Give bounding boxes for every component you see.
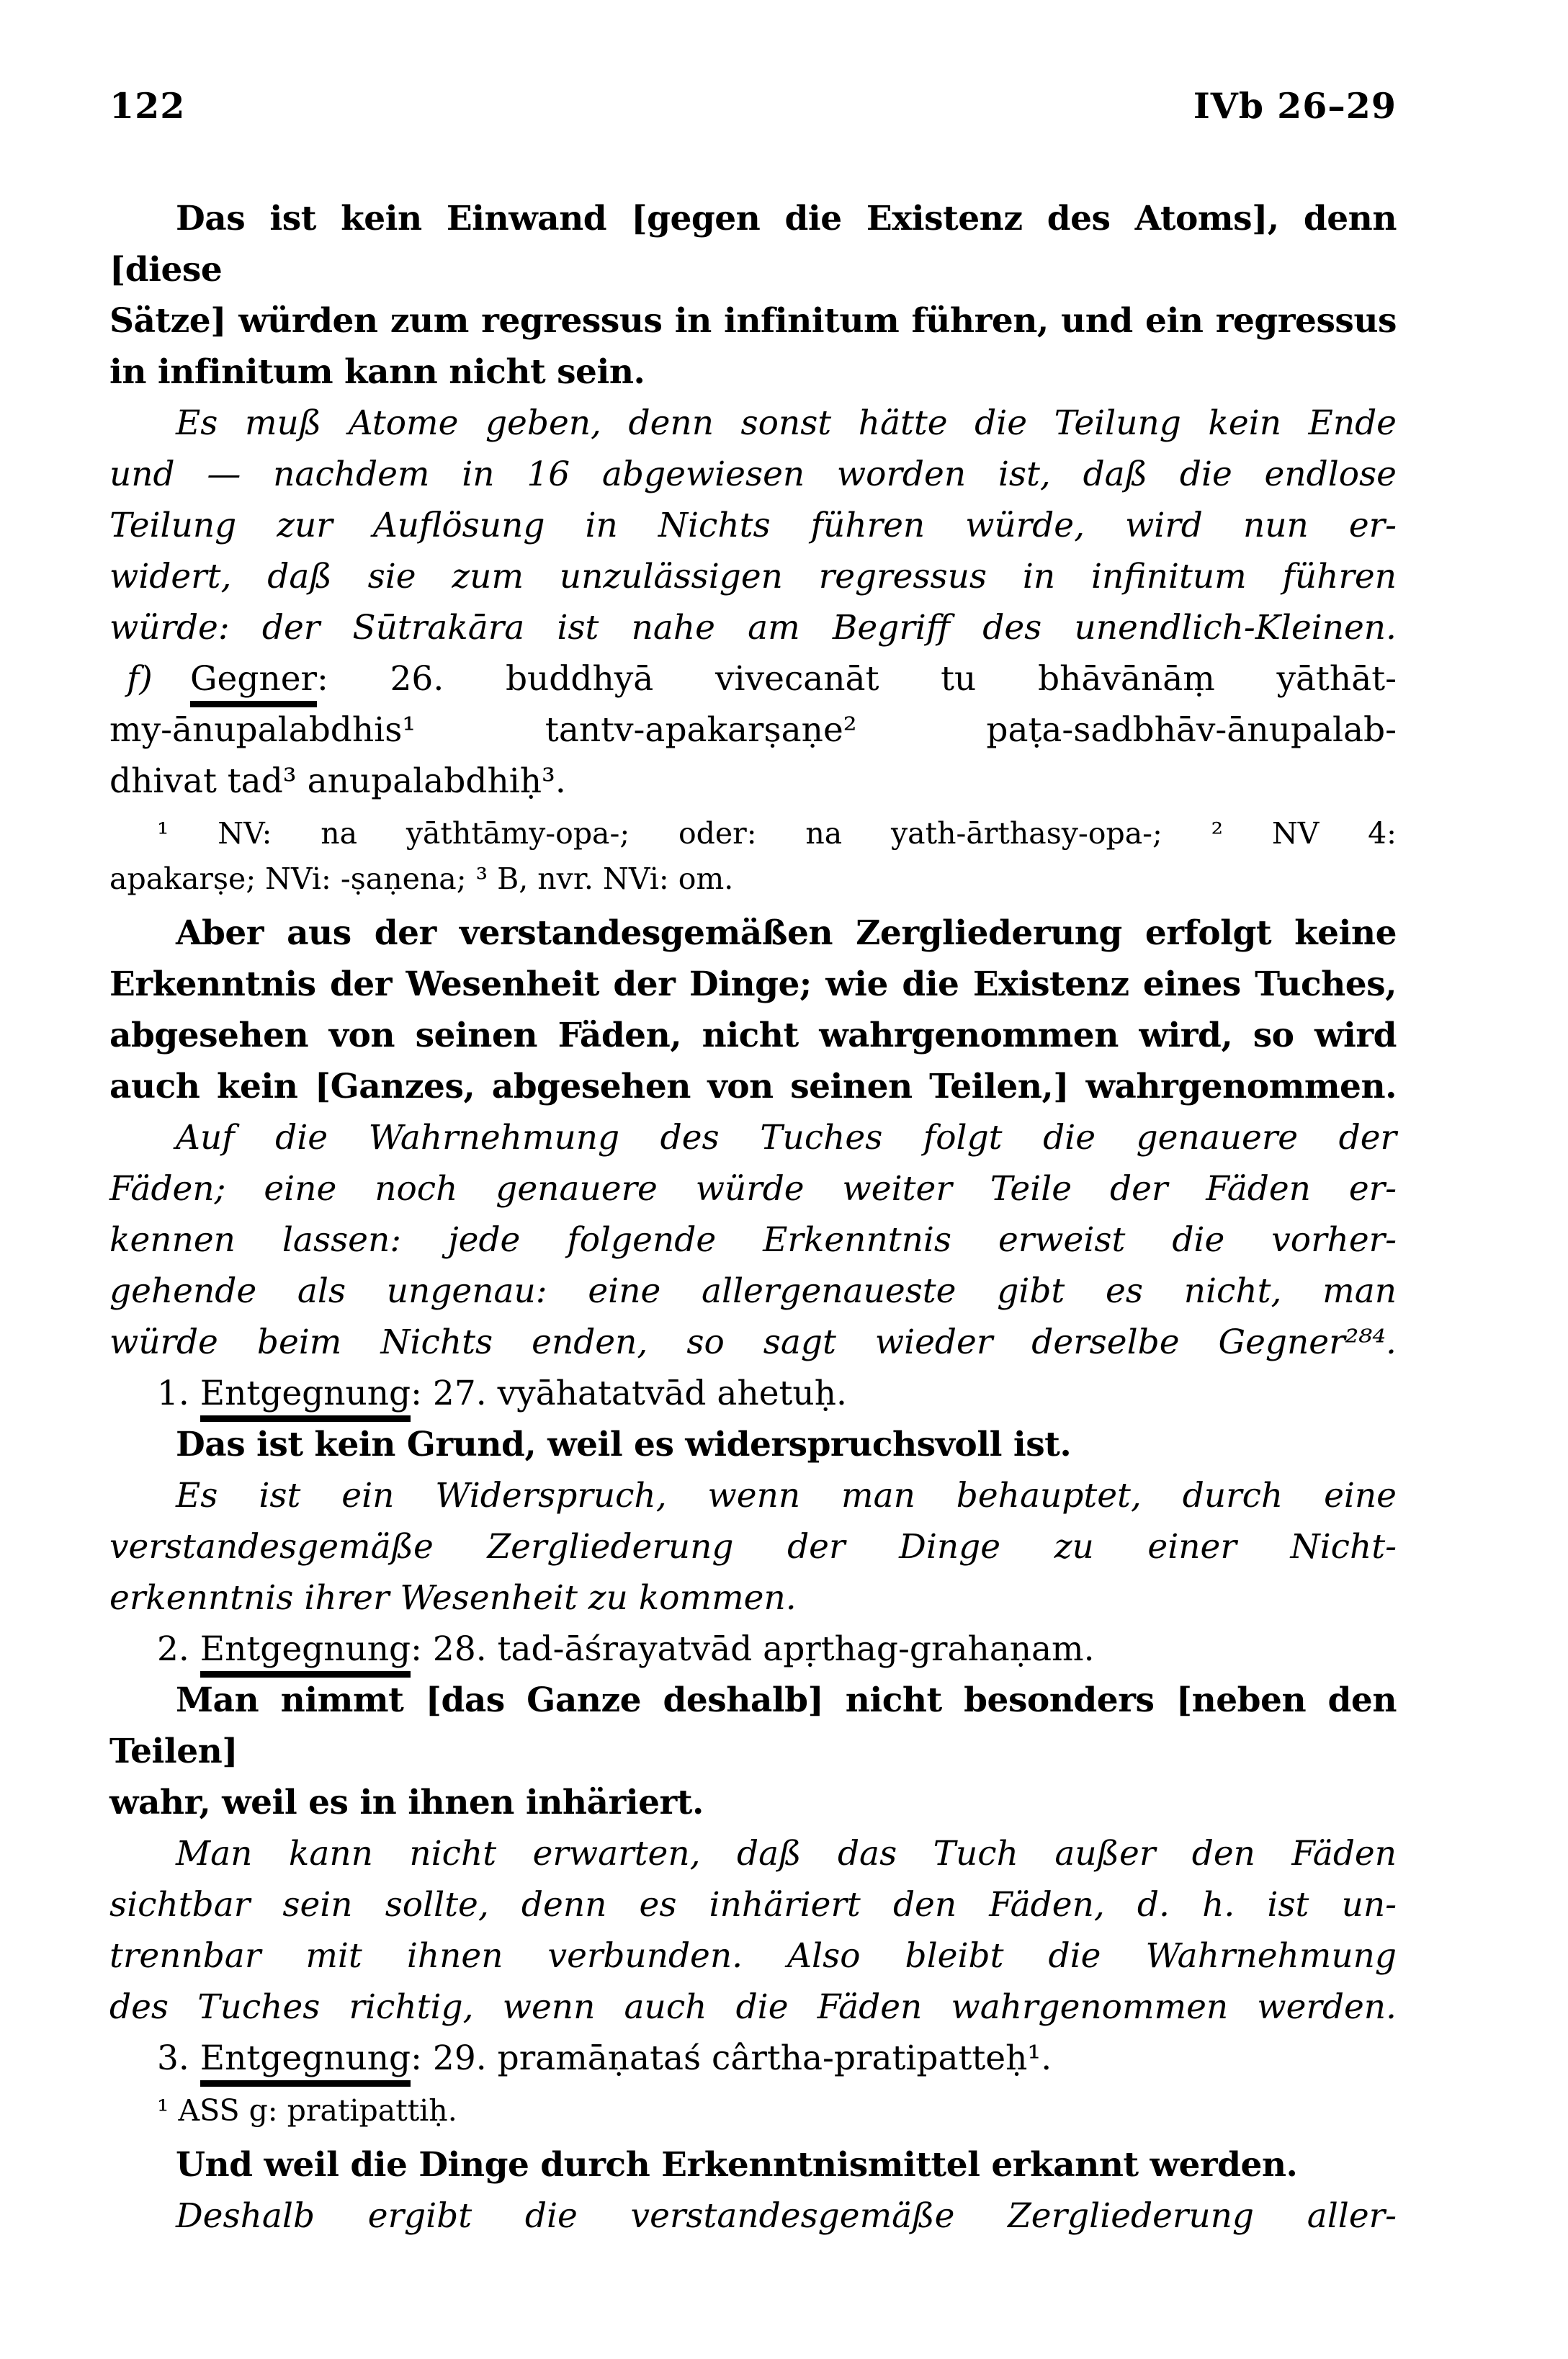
text-line: Das ist kein Grund, weil es widerspruchsvoll ist.: [176, 1425, 1072, 1464]
sutra-heading-line: [109, 1368, 1397, 1419]
text-line: trennbar mit ihnen verbunden. Also bleibt die Wahrnehmung: [109, 1936, 1397, 1976]
text-line: abgesehen von seinen Fäden, nicht wahrgenommen wird, so wird: [109, 1016, 1397, 1055]
translation-paragraph-sutra25: [109, 193, 1397, 398]
commentary-paragraph-1: [109, 398, 1397, 653]
text-line: Aber aus der verstandesgemäßen Zergliederung erfolgt keine: [176, 913, 1397, 953]
text-line: Man nimmt [das Ganze deshalb] nicht besonders [neben den Teilen]: [109, 1680, 1397, 1771]
text-line: wahr, weil es in ihnen inhäriert.: [109, 1783, 704, 1822]
sutra-heading-line: [109, 653, 1397, 704]
text-line: my-ānupalabdhis¹ tantv-apakarṣaṇe² paṭa-sadbhāv-ānupalab-: [109, 710, 1397, 750]
text-line: Sätze] würden zum regressus in infinitum führen, und ein regressus: [109, 301, 1397, 341]
footnote-line: apakarṣe; NVi: -ṣaṇena; ³ B, nvr. NVi: om.: [109, 861, 734, 896]
text-line: in infinitum kann nicht sein.: [109, 352, 645, 392]
commentary-paragraph-2: [109, 1112, 1397, 1368]
commentary-paragraph-5: [109, 2190, 1397, 2242]
text-line: Auf die Wahrnehmung des Tuches folgt die genauere der: [176, 1118, 1397, 1158]
text-line: verstandesgemäße Zergliederung der Dinge zu einer Nicht-: [109, 1527, 1397, 1567]
text-line: Das ist kein Einwand [gegen die Existenz des Atoms], denn [diese: [109, 199, 1397, 290]
sutra-26-paragraph: [109, 653, 1397, 807]
text-line: Erkenntnis der Wesenheit der Dinge; wie die Existenz eines Tuches,: [109, 964, 1397, 1004]
text-line: würde beim Nichts enden, so sagt wieder derselbe Gegner²⁸⁴.: [109, 1322, 1397, 1362]
speaker-label-underlined: Gegner: [190, 659, 317, 707]
sutra-text: : 28. tad-āśrayatvād apṛthag-grahaṇam.: [411, 1629, 1095, 1669]
reply-label-underlined: Entgegnung: [200, 1629, 411, 1678]
footnote-line: ¹ NV: na yāthtāmy-opa-; oder: na yath-ārthasy-opa-; ² NV 4:: [157, 816, 1397, 851]
section-reference: IVb 26–29: [1193, 85, 1397, 127]
text-line: Deshalb ergibt die verstandesgemäße Zergliederung aller-: [176, 2196, 1397, 2236]
item-number: 2.: [157, 1629, 200, 1669]
sutra-text: : 26. buddhyā vivecanāt tu bhāvānāṃ yāthāt-: [317, 659, 1397, 699]
reply-label-underlined: Entgegnung: [200, 1374, 411, 1422]
sutra-27-heading: [109, 1368, 1397, 1419]
text-line: widert, daß sie zum unzulässigen regressus in infinitum führen: [109, 557, 1397, 596]
text-line: auch kein [Ganzes, abgesehen von seinen Teilen,] wahrgenommen.: [109, 1067, 1397, 1106]
footnote-block-2: [109, 2088, 1397, 2134]
text-line: des Tuches richtig, wenn auch die Fäden wahrgenommen werden.: [109, 1987, 1397, 2027]
translation-paragraph-sutra27: [109, 1419, 1397, 1470]
sutra-text: : 27. vyāhatatvād ahetuḥ.: [411, 1374, 847, 1413]
text-line: würde: der Sūtrakāra ist nahe am Begriff des unendlich-Kleinen.: [109, 608, 1397, 648]
translation-paragraph-sutra28: [109, 1675, 1397, 1828]
text-line: Teilung zur Auflösung in Nichts führen würde, wird nun er-: [109, 506, 1397, 545]
commentary-paragraph-4: [109, 1828, 1397, 2033]
margin-section-label: f): [127, 659, 153, 699]
commentary-paragraph-3: [109, 1470, 1397, 1624]
sutra-29-heading: [109, 2033, 1397, 2084]
footnote-line: ¹ ASS g: pratipattiḥ.: [157, 2093, 457, 2128]
footnote-block-1: [109, 811, 1397, 902]
page-number: 122: [109, 85, 186, 127]
sutra-28-heading: [109, 1624, 1397, 1675]
text-line: Es muß Atome geben, denn sonst hätte die Teilung kein Ende: [176, 403, 1397, 443]
text-line: sichtbar sein sollte, denn es inhäriert den Fäden, d. h. ist un-: [109, 1885, 1397, 1925]
main-text: [109, 193, 1397, 2242]
text-line: kennen lassen: jede folgende Erkenntnis erweist die vorher-: [109, 1220, 1397, 1260]
reply-label-underlined: Entgegnung: [200, 2038, 411, 2087]
text-line: Und weil die Dinge durch Erkenntnismittel erkannt werden.: [176, 2145, 1298, 2185]
item-number: 1.: [157, 1374, 200, 1413]
sutra-heading-line: [109, 1624, 1397, 1675]
text-line: gehende als ungenau: eine allergenaueste gibt es nicht, man: [109, 1271, 1397, 1311]
translation-paragraph-sutra26: [109, 908, 1397, 1112]
translation-paragraph-sutra29: [109, 2139, 1397, 2190]
item-number: 3.: [157, 2038, 200, 2078]
sutra-heading-line: [109, 2033, 1397, 2084]
text-line: und — nachdem in 16 abgewiesen worden ist, daß die endlose: [109, 455, 1397, 494]
text-line: Fäden; eine noch genauere würde weiter Teile der Fäden er-: [109, 1169, 1397, 1209]
page-header: [109, 85, 1397, 127]
sutra-text: : 29. pramāṇataś cârtha-pratipatteḥ¹.: [411, 2038, 1052, 2078]
text-line: Es ist ein Widerspruch, wenn man behauptet, durch eine: [176, 1476, 1397, 1516]
text-line: Man kann nicht erwarten, daß das Tuch außer den Fäden: [176, 1834, 1397, 1874]
text-line: erkenntnis ihrer Wesenheit zu kommen.: [109, 1578, 797, 1618]
text-line: dhivat tad³ anupalabdhiḥ³.: [109, 761, 566, 801]
